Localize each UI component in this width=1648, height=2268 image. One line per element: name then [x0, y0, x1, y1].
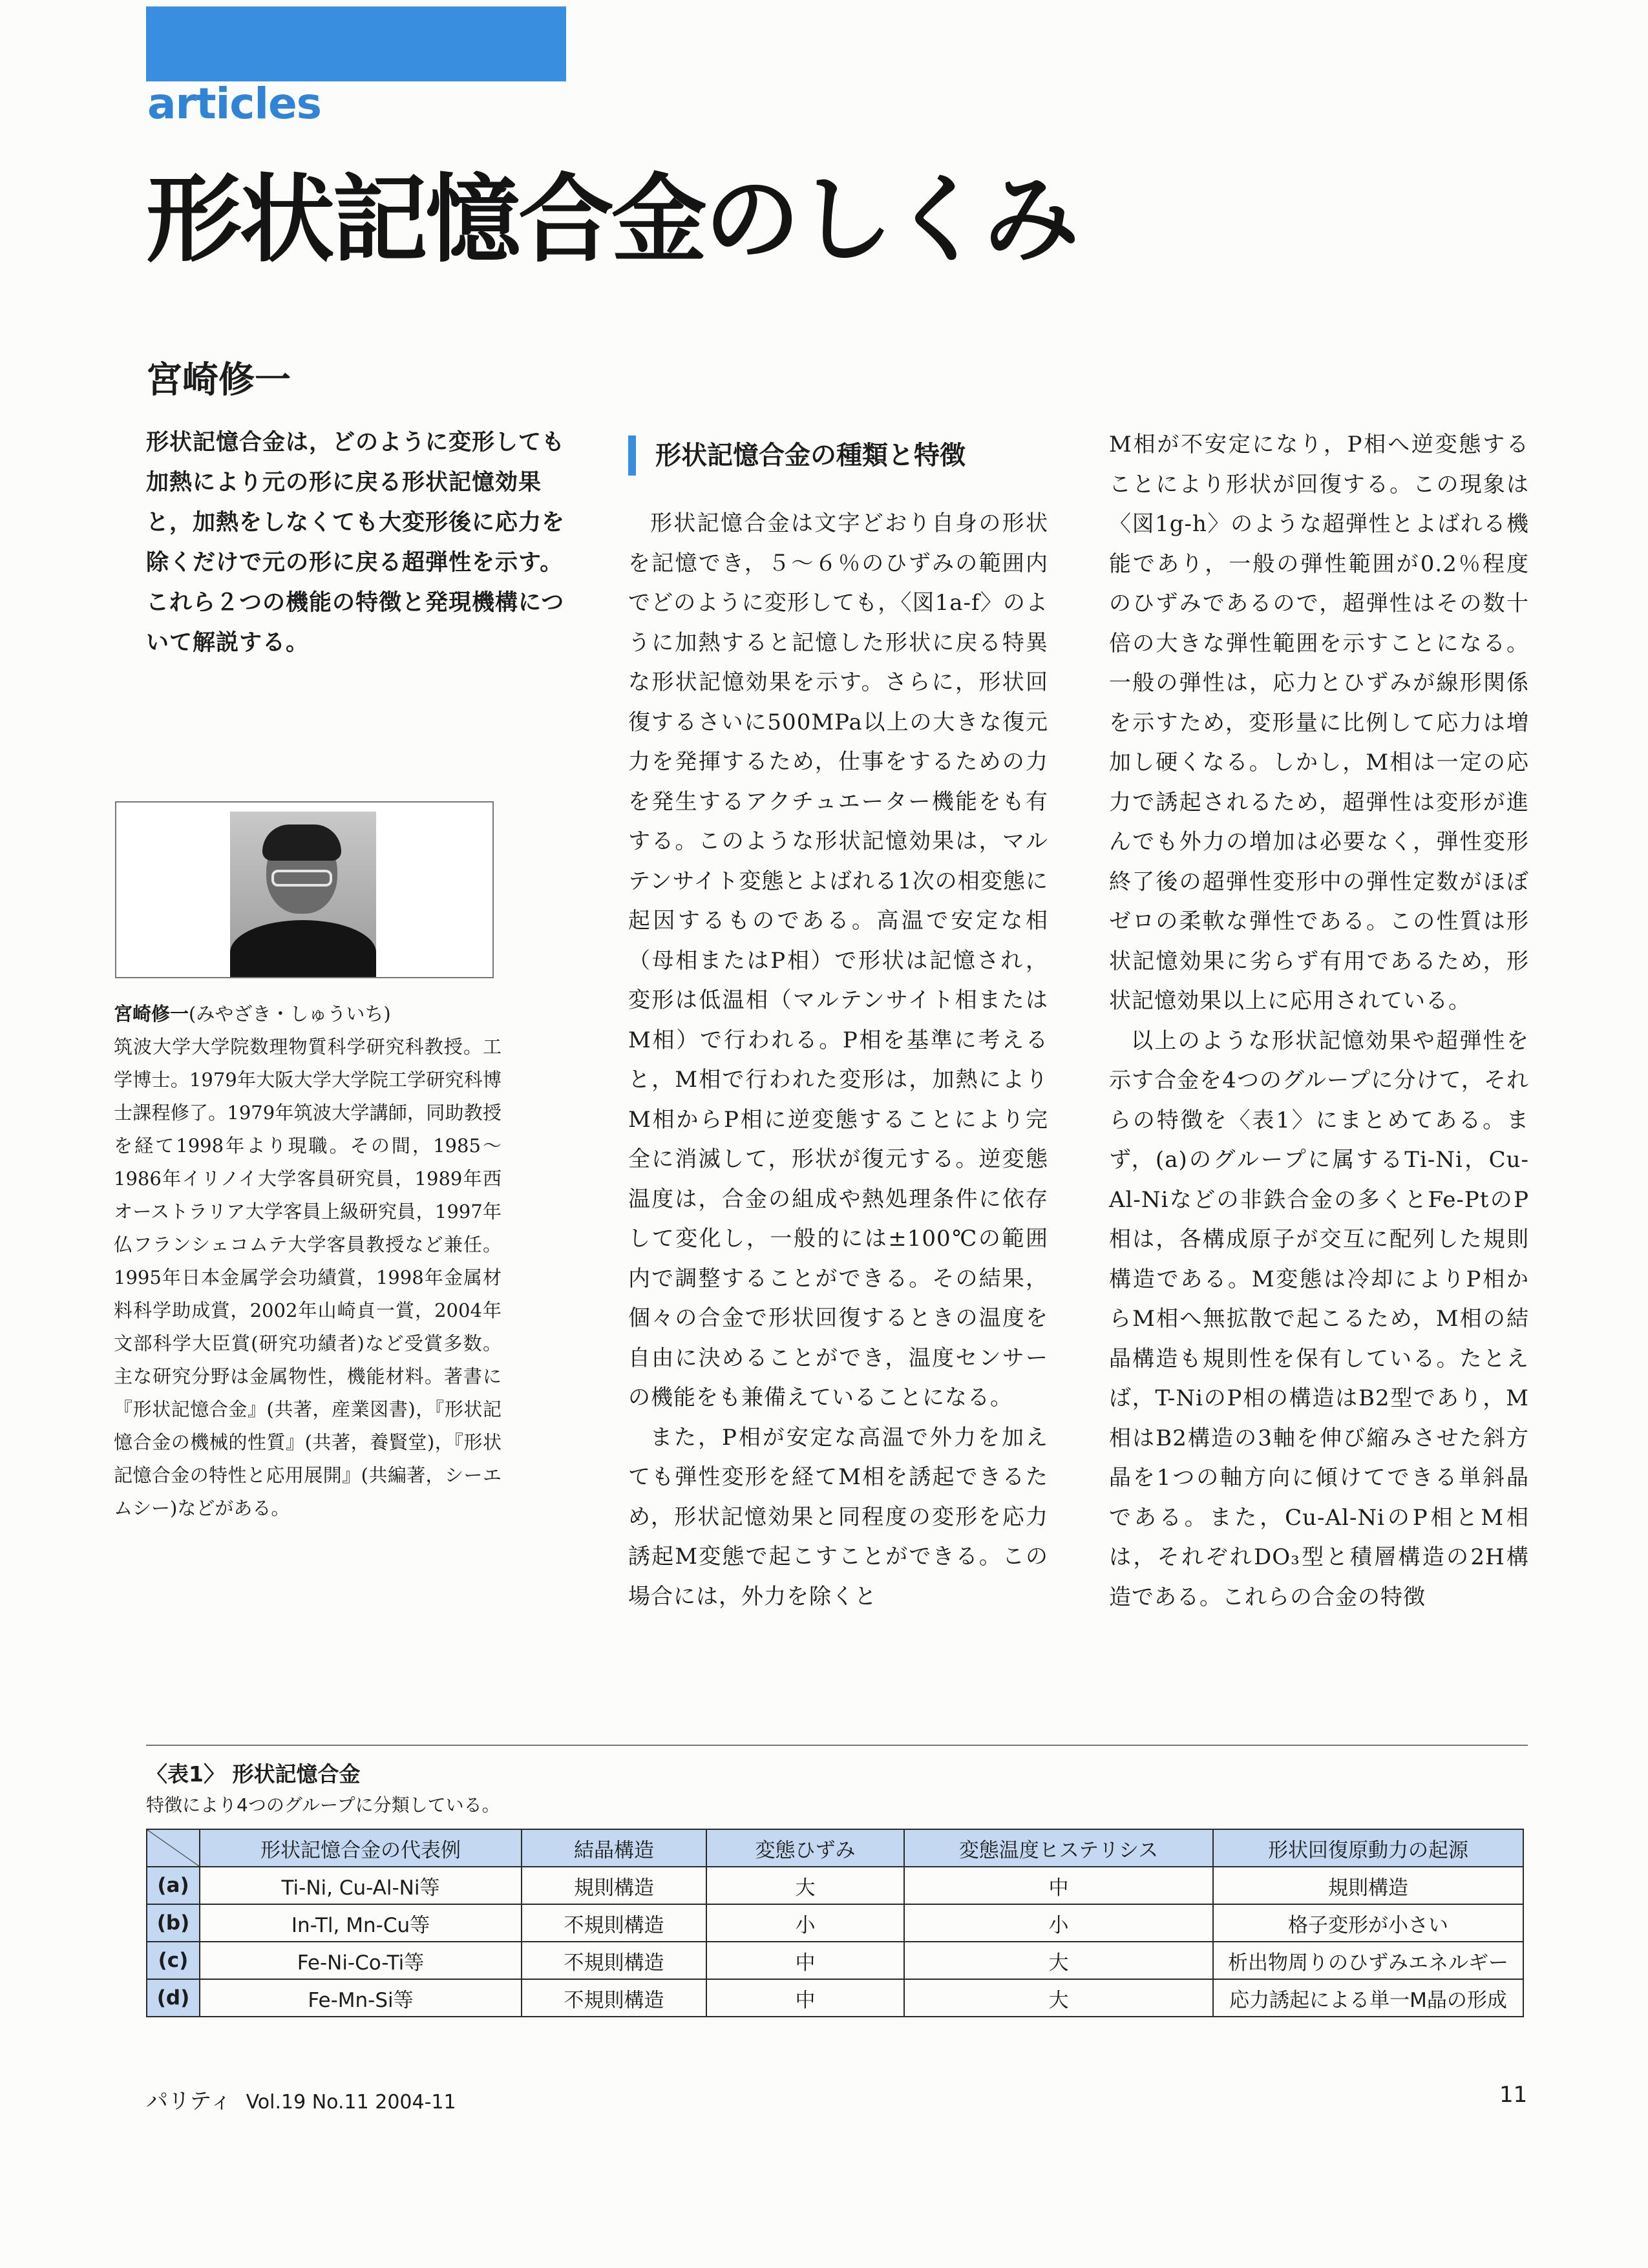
- column-header: 形状回復原動力の起源: [1213, 1829, 1523, 1867]
- table-cell: 中: [706, 1979, 904, 2017]
- issue-info: Vol.19 No.11 2004-11: [246, 2091, 456, 2114]
- table-cell: 規則構造: [522, 1867, 706, 1904]
- bio-reading: (みやざき・しゅういち): [189, 1003, 391, 1025]
- table-cell: 大: [904, 1979, 1213, 2017]
- table-cell: 規則構造: [1213, 1867, 1523, 1904]
- body-column-3: [1109, 425, 1529, 1617]
- body-paragraph: また，P相が安定な高温で外力を加えても弾性変形を経てM相を誘起できるため，形状記憶効果と同程度の変形を応力誘起M変態で起こすことができる。この場合には，外力を除くと: [628, 1424, 1048, 1610]
- table-cell: 不規則構造: [522, 1979, 706, 2017]
- table-corner-cell: [147, 1829, 200, 1867]
- table-cell: 中: [904, 1867, 1213, 1904]
- table-row: [147, 1942, 1523, 1979]
- table-cell: 不規則構造: [522, 1904, 706, 1942]
- body-paragraph: 以上のような形状記憶効果や超弾性を示す合金を4つのグループに分けて，それらの特徴を〈表1〉にまとめてある。まず，(a)のグループに属するTi-Ni，Cu-Al-Niなどの非鉄合金の多くとFe-PtのP相は，各構成原子が交互に配列した規則構造である。M変態は冷却によりP相からM相へ無拡散で起こるため，M相の結晶構造も規則性を保有している。たとえば，T-NiのP相の構造はB2型であり，M相はB2構造の3軸を伸び縮みさせた斜方晶を1つの軸方向に傾けてできる単斜晶である。また，Cu-Al-NiのP相とM相は，それぞれDO₃型と積層構造の2H構造である。これらの合金の特徴: [1109, 1027, 1529, 1610]
- table-cell: 小: [706, 1904, 904, 1942]
- table-cell: Ti-Ni, Cu-Al-Ni等: [200, 1867, 522, 1904]
- table-cell: Fe-Ni-Co-Ti等: [200, 1942, 522, 1979]
- section-kicker: articles: [147, 79, 322, 129]
- table-cell: In-Tl, Mn-Cu等: [200, 1904, 522, 1942]
- table-caption: 特徴により4つのグループに分類している。: [146, 1794, 500, 1816]
- table-cell: 不規則構造: [522, 1942, 706, 1979]
- table-cell: 大: [904, 1942, 1213, 1979]
- table-cell: 中: [706, 1942, 904, 1979]
- row-id: (d): [147, 1979, 200, 2017]
- column-header: 変態ひずみ: [706, 1829, 904, 1867]
- page-footer: [146, 2083, 456, 2115]
- body-column-2: [628, 504, 1048, 1617]
- table-header-row: [147, 1829, 1523, 1867]
- table-row: [147, 1867, 1523, 1904]
- table-divider: [146, 1745, 1528, 1746]
- column-header: 結晶構造: [522, 1829, 706, 1867]
- table-cell: 小: [904, 1904, 1213, 1942]
- article-title: 形状記憶合金のしくみ: [146, 164, 1077, 275]
- table-cell: 格子変形が小さい: [1213, 1904, 1523, 1942]
- table-cell: Fe-Mn-Si等: [200, 1979, 522, 2017]
- author-photo-frame: [115, 801, 494, 978]
- alloy-table: [146, 1829, 1524, 2017]
- magazine-name: パリティ: [146, 2088, 232, 2114]
- column-header: 形状記憶合金の代表例: [200, 1829, 522, 1867]
- header-color-band: [146, 6, 566, 81]
- author-name: 宮崎修一: [146, 359, 291, 401]
- author-bio: [114, 998, 502, 1525]
- bio-text: 筑波大学大学院数理物質科学研究科教授。工学博士。1979年大阪大学大学院工学研究科博士課程修了。1979年筑波大学講師，同助教授を経て1998年より現職。その間，1985～1986年イリノイ大学客員研究員，1989年西オーストラリア大学客員上級研究員，1997年仏フランシェコムテ大学客員教授など兼任。1995年日本金属学会功績賞，1998年金属材料科学助成賞，2002年山崎貞一賞，2004年文部科学大臣賞(研究功績者)など受賞多数。主な研究分野は金属物性，機能材料。著書に『形状記憶合金』(共著，産業図書)，『形状記憶合金の機械的性質』(共著，養賢堂)，『形状記憶合金の特性と応用展開』(共編著，シーエムシー)などがある。: [114, 1036, 502, 1519]
- body-paragraph: M相が不安定になり，P相へ逆変態することにより形状が回復する。この現象は〈図1g-h〉のような超弾性とよばれる機能であり，一般の弾性範囲が0.2％程度のひずみであるので，超弾性はその数十倍の大きな弾性範囲を示すことになる。一般の弾性は，応力とひずみが線形関係を示すため，変形量に比例して応力は増加し硬くなる。しかし，M相は一定の応力で誘起されるため，超弾性は変形が進んでも外力の増加は必要なく，弾性変形終了後の超弾性変形中の弾性定数がほぼゼロの柔軟な弾性である。この性質は形状記憶効果に劣らず有用であるため，形状記憶効果以上に応用されている。: [1109, 432, 1529, 1014]
- page-number: 11: [1499, 2082, 1528, 2108]
- table-row: [147, 1904, 1523, 1942]
- section-heading: 形状記憶合金の種類と特徴: [628, 436, 966, 476]
- lead-paragraph: 形状記憶合金は，どのように変形しても加熱により元の形に戻る形状記憶効果と，加熱をしなくても大変形後に応力を除くだけで元の形に戻る超弾性を示す。これら２つの機能の特徴と発現機構について解説する。: [146, 430, 565, 656]
- row-id: (a): [147, 1867, 200, 1904]
- author-portrait-icon: [230, 812, 376, 977]
- table-row: [147, 1979, 1523, 2017]
- table-cell: 析出物周りのひずみエネルギー: [1213, 1942, 1523, 1979]
- body-paragraph: 形状記憶合金は文字どおり自身の形状を記憶でき，５～６％のひずみの範囲内でどのように変形しても，〈図1a-f〉のように加熱すると記憶した形状に戻る特異な形状記憶効果を示す。さらに，形状回復するさいに500MPa以上の大きな復元力を発揮するため，仕事をするための力を発生するアクチュエーター機能をも有する。このような形状記憶効果は，マルテンサイト変態とよばれる1次の相変態に起因するものである。高温で安定な相（母相またはP相）で形状は記憶され，変形は低温相（マルテンサイト相またはM相）で行われる。P相を基準に考えると，M相で行われた変形は，加熱によりM相からP相に逆変態することにより完全に消滅して，形状が復元する。逆変態温度は，合金の組成や熱処理条件に依存して変化し，一般的には±100℃の範囲内で調整することができる。その結果，個々の合金で形状回復するときの温度を自由に決めることができ，温度センサーの機能をも兼備えていることになる。: [628, 510, 1048, 1411]
- row-id: (b): [147, 1904, 200, 1942]
- table-cell: 大: [706, 1867, 904, 1904]
- table-cell: 応力誘起による単一M晶の形成: [1213, 1979, 1523, 2017]
- table-title: 〈表1〉 形状記憶合金: [146, 1761, 361, 1787]
- column-header: 変態温度ヒステリシス: [904, 1829, 1213, 1867]
- row-id: (c): [147, 1942, 200, 1979]
- bio-name: 宮崎修一: [114, 1003, 189, 1025]
